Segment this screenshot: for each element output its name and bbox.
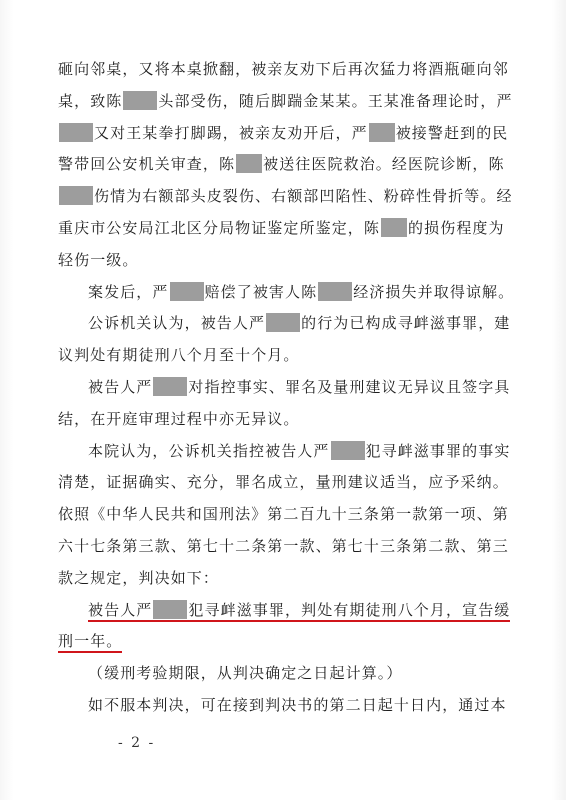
text-line xyxy=(58,690,528,722)
text-segment: 的行为已构成寻衅滋事罪，建 xyxy=(301,314,511,333)
text-segment: 公诉机关认为，被告人严 xyxy=(88,314,266,333)
text-segment: 议判处有期徒刑八个月至十个月。 xyxy=(58,346,300,365)
text-line xyxy=(58,86,528,118)
text-segment: 被送往医院救治。经医院诊断，陈 xyxy=(263,155,505,174)
text-segment: 款之规定，判决如下： xyxy=(58,568,220,587)
page-number: - 2 - xyxy=(118,735,156,751)
text-segment: 轻伤一级。 xyxy=(58,250,139,269)
text-segment: 的损伤程度为 xyxy=(408,218,505,237)
text-segment: 被告人严 xyxy=(88,377,153,396)
redaction-block xyxy=(236,154,262,173)
text-line xyxy=(58,531,528,563)
verdict-line xyxy=(58,595,528,627)
redaction-block xyxy=(318,282,352,301)
redaction-block xyxy=(59,123,93,142)
redaction-block xyxy=(266,313,300,332)
verdict-line xyxy=(58,626,528,658)
text-segment: 伤情为右额部头皮裂伤、右额部凹陷性、粉碎性骨折等。经 xyxy=(94,187,513,206)
redaction-block xyxy=(59,186,93,205)
redaction-block xyxy=(381,218,407,237)
text-segment: 对指控事实、罪名及量刑建议无异议且签字具 xyxy=(188,377,511,396)
redaction-block xyxy=(153,600,187,619)
text-line xyxy=(58,499,528,531)
underlined-verdict xyxy=(58,632,122,653)
text-line xyxy=(58,308,528,340)
text-segment: （缓刑考验期限，从判决确定之日起计算。） xyxy=(88,664,403,683)
text-line xyxy=(58,404,528,436)
text-line xyxy=(58,245,528,277)
redaction-block xyxy=(153,377,187,396)
redaction-block xyxy=(123,91,157,110)
text-line xyxy=(58,213,528,245)
redaction-block xyxy=(369,123,395,142)
text-line xyxy=(58,340,528,372)
text-segment: 又对王某拳打脚踢，被亲友劝开后，严 xyxy=(94,123,368,142)
text-line xyxy=(58,118,528,150)
judgment-body xyxy=(58,54,528,722)
text-segment: 案发后，严 xyxy=(88,282,169,301)
text-line xyxy=(58,181,528,213)
text-segment: 清楚，证据确实、充分，罪名成立，量刑建议适当，应予采纳。 xyxy=(58,473,509,492)
text-line xyxy=(58,563,528,595)
text-line xyxy=(58,436,528,468)
text-segment: 结，在开庭审理过程中亦无异议。 xyxy=(58,409,300,428)
text-segment: 六十七条第三款、第七十二条第一款、第七十三条第二款、第三 xyxy=(58,536,509,555)
text-line xyxy=(58,658,528,690)
text-segment: 重庆市公安局江北区分局物证鉴定所鉴定，陈 xyxy=(58,218,381,237)
text-line xyxy=(58,54,528,86)
underlined-verdict xyxy=(88,601,510,622)
text-line xyxy=(58,467,528,499)
text-line xyxy=(58,372,528,404)
text-segment: 桌，致陈 xyxy=(58,91,123,110)
text-line xyxy=(58,149,528,181)
redaction-block xyxy=(170,282,204,301)
text-segment: 经济损失并取得谅解。 xyxy=(353,282,515,301)
text-segment: 被告人严 xyxy=(88,600,153,619)
text-segment: 刑一年。 xyxy=(58,632,123,651)
text-segment: 赔偿了被害人陈 xyxy=(204,282,318,301)
text-segment: 依照《中华人民共和国刑法》第二百九十三条第一款第一项、第 xyxy=(58,505,509,524)
text-segment: 本院认为，公诉机关指控被告人严 xyxy=(88,441,330,460)
text-line xyxy=(58,277,528,309)
text-segment: 被接警赶到的民 xyxy=(395,123,509,142)
text-segment: 头部受伤，随后脚踹金某某。王某准备理论时，严 xyxy=(158,91,513,110)
text-segment: 如不服本判决，可在接到判决书的第二日起十日内，通过本 xyxy=(88,695,507,714)
text-segment: 犯寻衅滋事罪的事实 xyxy=(365,441,511,460)
text-segment: 犯寻衅滋事罪，判处有期徒刑八个月，宣告缓 xyxy=(188,600,511,619)
text-segment: 砸向邻桌，又将本桌掀翻，被亲友劝下后再次猛力将酒瓶砸向邻 xyxy=(58,60,509,78)
redaction-block xyxy=(331,441,365,460)
text-segment: 警带回公安机关审查，陈 xyxy=(58,155,236,174)
